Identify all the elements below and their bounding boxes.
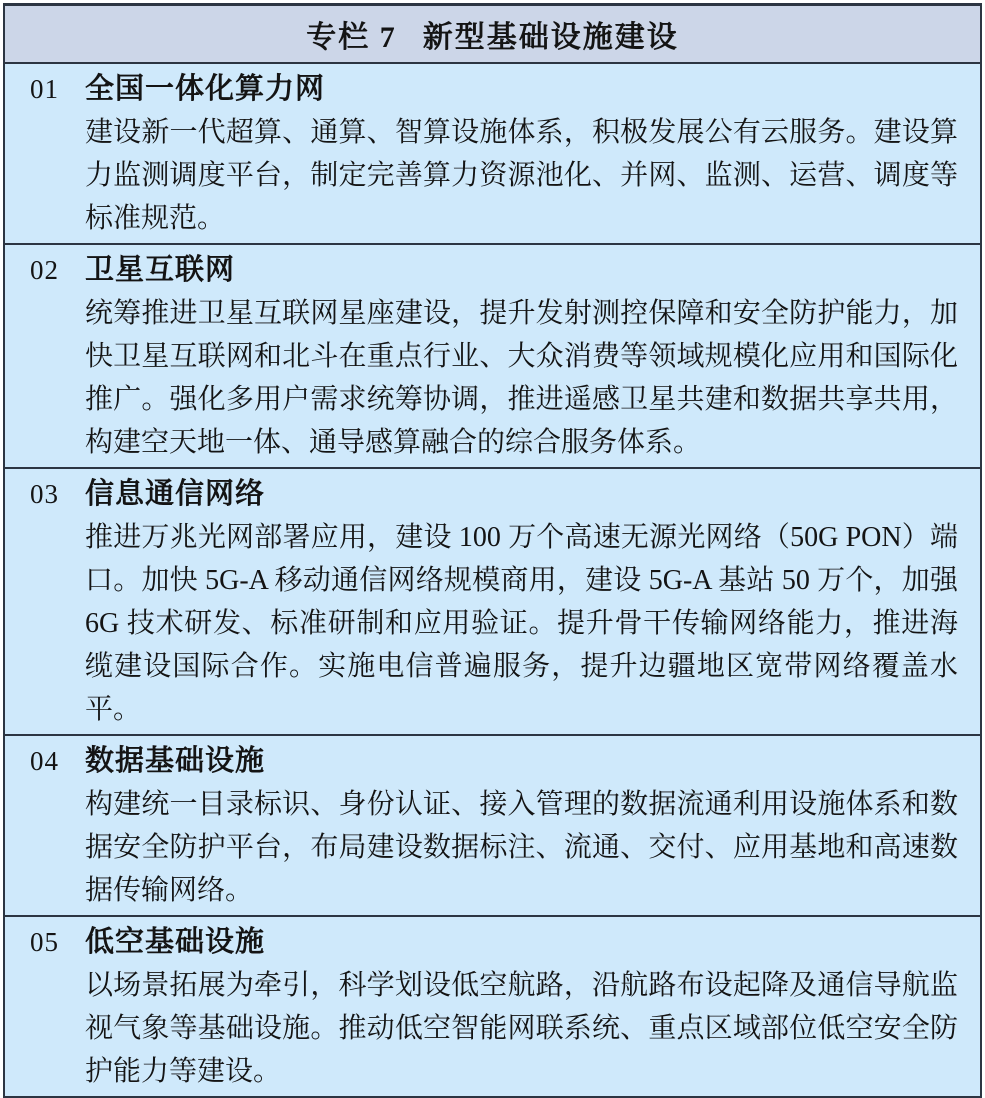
- section-heading-row: [30, 921, 958, 964]
- section-title: 信息通信网络: [85, 478, 266, 510]
- section-body: 推进万兆光网部署应用，建设 100 万个高速无源光网络（50G PON）端口。加快 5G-A 移动通信网络规模商用，建设 5G-A 基站 50 万个，加强 6G 技术研发、标准研制和应用验证。提升骨干传输网络能力，推进海缆建设国际合作。实施电信普遍服务，提升边疆地区宽带网络覆盖水平。: [85, 522, 958, 725]
- section-02: [5, 245, 980, 469]
- section-title: 卫星互联网: [85, 254, 236, 286]
- section-title: 低空基础设施: [85, 926, 266, 958]
- section-05: [5, 917, 980, 1096]
- section-body: 统筹推进卫星互联网星座建设，提升发射测控保障和安全防护能力，加快卫星互联网和北斗在重点行业、大众消费等领域规模化应用和国际化推广。强化多用户需求统筹协调，推进遥感卫星共建和数据共享共用，构建空天地一体、通导感算融合的综合服务体系。: [85, 298, 958, 458]
- section-number: 01: [30, 74, 59, 104]
- section-heading-row: [30, 249, 958, 292]
- section-heading-row: [30, 473, 958, 516]
- section-03: [5, 469, 980, 736]
- section-number: 04: [30, 746, 59, 776]
- section-title: 数据基础设施: [85, 745, 266, 777]
- panel-title-text: 新型基础设施建设: [422, 21, 679, 54]
- section-title: 全国一体化算力网: [85, 73, 326, 105]
- section-04: [5, 736, 980, 917]
- section-heading-row: [30, 68, 958, 111]
- panel-header: [5, 6, 980, 64]
- section-number: 02: [30, 255, 59, 285]
- section-body: 建设新一代超算、通算、智算设施体系，积极发展公有云服务。建设算力监测调度平台，制定完善算力资源池化、并网、监测、运营、调度等标准规范。: [85, 117, 958, 234]
- section-01: [5, 64, 980, 245]
- section-heading-row: [30, 740, 958, 783]
- panel-title-label: 专栏 7: [306, 21, 397, 54]
- section-number: 03: [30, 479, 59, 509]
- section-number: 05: [30, 927, 59, 957]
- infobox-panel: [3, 3, 982, 1098]
- section-body: 构建统一目录标识、身份认证、接入管理的数据流通利用设施体系和数据安全防护平台，布局建设数据标注、流通、交付、应用基地和高速数据传输网络。: [85, 789, 958, 906]
- section-body: 以场景拓展为牵引，科学划设低空航路，沿航路布设起降及通信导航监视气象等基础设施。推动低空智能网联系统、重点区域部位低空安全防护能力等建设。: [85, 970, 958, 1087]
